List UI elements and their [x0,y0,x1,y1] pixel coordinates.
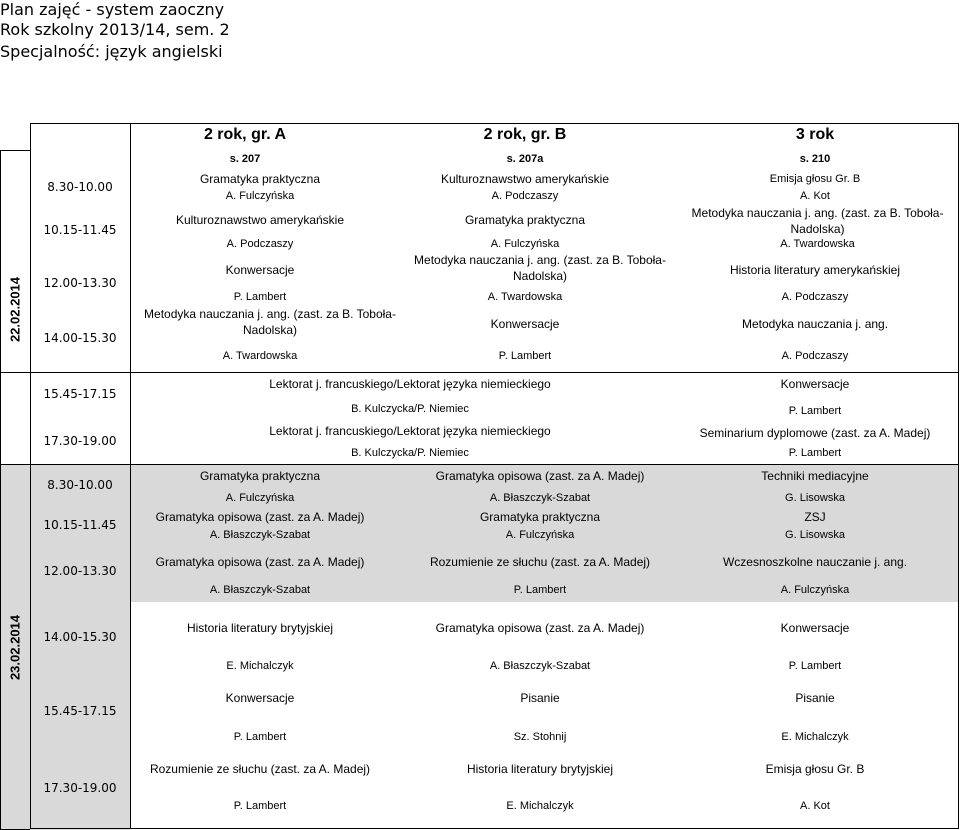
class-subject: Historia literatury brytyjskiej [186,621,334,635]
time-slot: 8.30-10.00 [47,478,113,492]
class-teacher: P. Lambert [788,447,842,459]
class-subject: Wczesnoszkolne nauczanie j. ang. [722,555,908,569]
class-teacher: E. Michalczyk [226,660,294,672]
class-subject: Emisja głosu Gr. B [765,762,865,776]
class-teacher: A. Fulczyńska [780,584,850,596]
time-slot: 12.00-13.30 [43,276,117,290]
class-teacher: Sz. Stohnij [513,731,567,743]
class-subject: Metodyka nauczania j. ang. (zast. za B. Toboła-Nadolska) [691,206,944,236]
class-subject: Lektorat j. francuskiego/Lektorat języka niemieckiego [269,377,551,391]
class-teacher: A. Kot [800,800,830,812]
class-subject: Konwersacje [225,691,295,705]
class-teacher: A. Podczaszy [781,350,849,362]
time-slot: 10.15-11.45 [43,223,117,237]
class-teacher: A. Podczaszy [491,190,559,202]
class-teacher: E. Michalczyk [506,800,574,812]
class-teacher: A. Twardowska [487,291,563,303]
class-teacher: A. Twardowska [780,238,855,250]
date-sunday: 23.02.2014 [7,614,23,681]
class-subject: Gramatyka praktyczna [199,172,321,186]
column-header-3: 3 rok [795,126,835,143]
class-subject: Pisanie [795,691,835,705]
class-subject: Metodyka nauczania j. ang. [741,317,889,331]
class-teacher: P. Lambert [233,800,287,812]
class-subject: Konwersacje [780,377,850,391]
class-teacher: B. Kulczycka/P. Niemiec [351,403,469,415]
class-subject: Gramatyka opisowa (zast. za A. Madej) [435,469,645,483]
time-slot: 14.00-15.30 [43,630,117,644]
class-subject: Rozumienie ze słuchu (zast. za A. Madej) [429,555,651,569]
class-subject: Gramatyka praktyczna [464,213,586,227]
class-teacher: A. Podczaszy [781,291,849,303]
class-subject: Konwersacje [490,317,560,331]
class-teacher: P. Lambert [498,350,552,362]
room-2a: s. 207 [229,153,261,165]
time-slot: 15.45-17.15 [43,704,117,718]
class-subject: Pisanie [520,691,560,705]
class-subject: Gramatyka praktyczna [479,510,601,524]
class-subject: Techniki mediacyjne [761,469,869,483]
class-teacher: G. Lisowska [785,492,845,504]
time-slot: 8.30-10.00 [47,180,113,194]
class-subject: Emisja głosu Gr. B [769,173,861,185]
class-teacher: A. Fulczyńska [225,492,295,504]
class-teacher: P. Lambert [788,660,842,672]
time-slot: 17.30-19.00 [43,434,117,448]
class-teacher: A. Błaszczyk-Szabat [489,492,591,504]
class-subject: Gramatyka opisowa (zast. za A. Madej) [155,510,365,524]
class-subject: Konwersacje [780,621,850,635]
class-teacher: A. Fulczyńska [225,190,295,202]
class-subject: ZSJ [804,510,826,524]
column-header-2b: 2 rok, gr. B [483,126,567,143]
time-slot: 14.00-15.30 [43,331,117,345]
room-3: s. 210 [799,153,831,165]
class-subject: Rozumienie ze słuchu (zast. za A. Madej) [149,762,371,776]
class-subject: Gramatyka opisowa (zast. za A. Madej) [155,555,365,569]
class-teacher: A. Błaszczyk-Szabat [489,660,591,672]
class-teacher: A. Błaszczyk-Szabat [209,529,311,541]
class-subject: Konwersacje [225,263,295,277]
time-slot: 17.30-19.00 [43,781,117,795]
class-subject: Seminarium dyplomowe (zast. za A. Madej) [699,426,931,440]
class-teacher: P. Lambert [233,291,287,303]
class-subject: Metodyka nauczania j. ang. (zast. za B. Toboła-Nadolska) [144,307,396,337]
class-subject: Kulturoznawstwo amerykańskie [175,213,345,227]
class-teacher: A. Twardowska [222,350,298,362]
class-subject: Lektorat j. francuskiego/Lektorat języka niemieckiego [269,424,551,438]
column-header-2a: 2 rok, gr. A [203,126,287,143]
class-teacher: G. Lisowska [785,529,845,541]
specialty: Specjalność: język angielski [0,42,223,61]
class-subject: Gramatyka praktyczna [199,469,321,483]
class-teacher: B. Kulczycka/P. Niemiec [351,447,469,459]
class-subject: Historia literatury amerykańskiej [729,263,901,277]
class-teacher: P. Lambert [233,731,287,743]
class-subject: Gramatyka opisowa (zast. za A. Madej) [435,621,645,635]
class-subject: Kulturoznawstwo amerykańskie [440,172,610,186]
time-slot: 10.15-11.45 [43,518,117,532]
class-teacher: P. Lambert [788,405,842,417]
class-teacher: A. Kot [800,190,830,202]
time-slot: 15.45-17.15 [43,387,117,401]
time-slot: 12.00-13.30 [43,564,117,578]
date-saturday: 22.02.2014 [7,276,23,343]
school-year: Rok szkolny 2013/14, sem. 2 [0,20,230,39]
page-title: Plan zajęć - system zaoczny [0,0,225,19]
room-2b: s. 207a [506,153,544,165]
class-teacher: A. Fulczyńska [490,238,560,250]
class-teacher: E. Michalczyk [781,731,849,743]
class-teacher: A. Fulczyńska [505,529,575,541]
class-teacher: P. Lambert [513,584,567,596]
class-subject: Historia literatury brytyjskiej [466,762,614,776]
class-teacher: A. Błaszczyk-Szabat [209,584,311,596]
class-teacher: A. Podczaszy [226,238,294,250]
class-subject: Metodyka nauczania j. ang. (zast. za B. Toboła-Nadolska) [414,253,666,283]
